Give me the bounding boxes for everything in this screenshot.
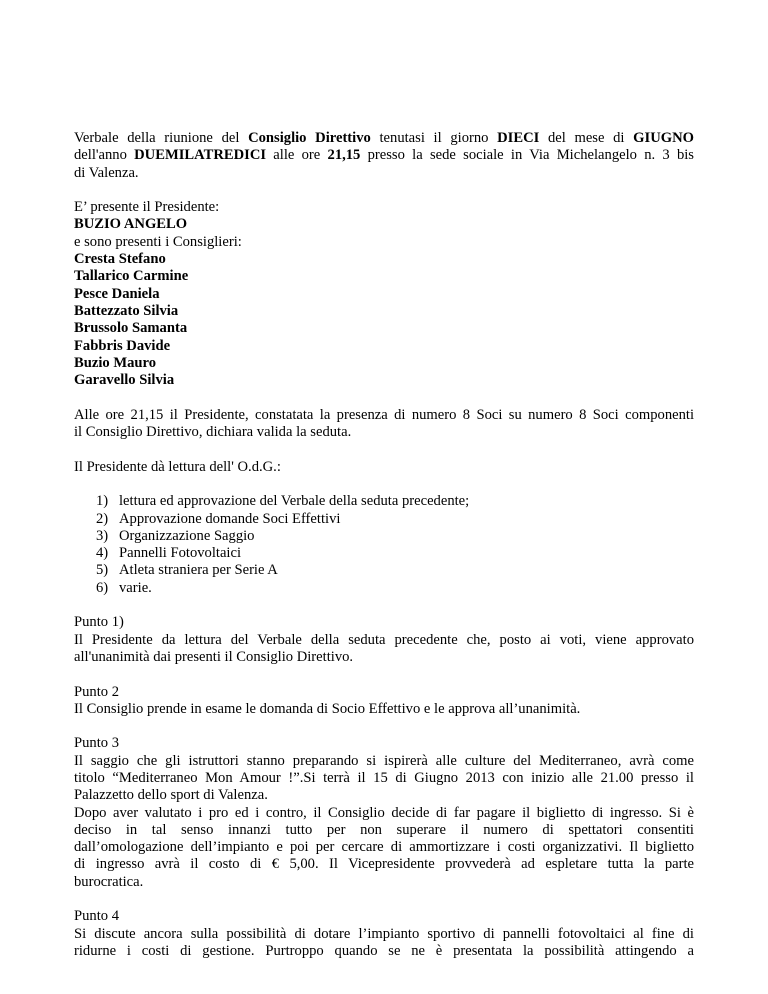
- intro-line-1: Verbale della riunione del Consiglio Direttivo tenutasi il giorno DIECI del mese di GIUGNO: [74, 130, 694, 146]
- minutes-body: [74, 130, 694, 960]
- meeting-day: DIECI: [497, 130, 540, 146]
- agenda-item: 5) Atleta straniera per Serie A: [96, 562, 278, 579]
- agenda-item: 1) lettura ed approvazione del Verbale della seduta precedente;: [96, 493, 470, 510]
- punto-3-section: Punto 3 Il saggio che gli istruttori stanno preparando si ispirerà alle culture del Mediterraneo, avrà come titolo “Mediterraneo Mon Amour !”.Si terrà il 15 di Giugno 2013 con inizio alle 21.00 presso il Palazzetto dello sport di Valenza. Dopo aver valutato i pro ed i contro, il Consiglio decide di far pagare il biglietto di ingresso. Si è deciso in tal senso innanzi tutto per non superare il numero di spettatori consentiti dall’omologazione dell’impianto e poi per cercare di ammortizzare i costi organizzativi. Il biglietto di ingresso avrà il costo di € 5,00. Il Vicepresidente provvederà ad espletare tutta la parte burocratica.: [74, 735, 694, 890]
- punto-1-section: Punto 1) Il Presidente da lettura del Verbale della seduta precedente che, posto ai voti, viene approvato all'unanimità dai presenti il Consiglio Direttivo.: [74, 614, 694, 665]
- meeting-year: DUEMILATREDICI: [134, 147, 267, 164]
- councillor-item: Tallarico Carmine: [74, 268, 189, 285]
- councillor-item: Garavello Silvia: [74, 372, 175, 389]
- meeting-month: GIUGNO: [633, 130, 694, 146]
- punto-3-title: Punto 3: [74, 735, 120, 752]
- intro-line-3: di Valenza.: [74, 164, 139, 181]
- punto-2-section: Punto 2 Il Consiglio prende in esame le domanda di Socio Effettivo e le approva all’unanimità.: [74, 684, 694, 719]
- agenda-item: 6) varie.: [96, 579, 152, 596]
- councillors-label: e sono presenti i Consiglieri:: [74, 233, 242, 250]
- councillor-item: Fabbris Davide: [74, 337, 171, 354]
- agenda-list: [74, 493, 694, 597]
- punto-2-title: Punto 2: [74, 683, 120, 700]
- agenda-item: 3) Organizzazione Saggio: [96, 527, 255, 544]
- punto-4-section: Punto 4 Si discute ancora sulla possibilità di dotare l’impianto sportivo di pannelli fotovoltaici al fine di ridurne i costi di gestione. Purtroppo quando se ne è presentata la possibilità attingendo a: [74, 908, 694, 959]
- councillor-item: Brussolo Samanta: [74, 320, 188, 337]
- intro-line-2: dell'anno DUEMILATREDICI alle ore 21,15 presso la sede sociale in Via Michelangelo n. 3 bis: [74, 147, 694, 164]
- councillor-item: Cresta Stefano: [74, 251, 166, 268]
- intro-paragraph: [74, 130, 694, 182]
- councillor-item: Battezzato Silvia: [74, 302, 179, 319]
- punto-4-title: Punto 4: [74, 908, 120, 925]
- president-label: E’ presente il Presidente:: [74, 199, 220, 216]
- agenda-item: 2) Approvazione domande Soci Effettivi: [96, 510, 341, 527]
- punto-1-title: Punto 1): [74, 614, 124, 631]
- attendance-section: [74, 199, 694, 389]
- councillor-item: Buzio Mauro: [74, 354, 157, 371]
- president-name: BUZIO ANGELO: [74, 216, 188, 233]
- council-name: Consiglio Direttivo: [248, 130, 371, 146]
- meeting-time: 21,15: [327, 147, 361, 164]
- quorum-paragraph: Alle ore 21,15 il Presidente, constatata la presenza di numero 8 Soci su numero 8 Soci componenti il Consiglio Direttivo, dichiara valida la seduta.: [74, 406, 694, 441]
- agenda-label: Il Presidente dà lettura dell' O.d.G.:: [74, 458, 281, 475]
- councillor-item: Pesce Daniela: [74, 285, 160, 302]
- agenda-item: 4) Pannelli Fotovoltaici: [96, 545, 242, 562]
